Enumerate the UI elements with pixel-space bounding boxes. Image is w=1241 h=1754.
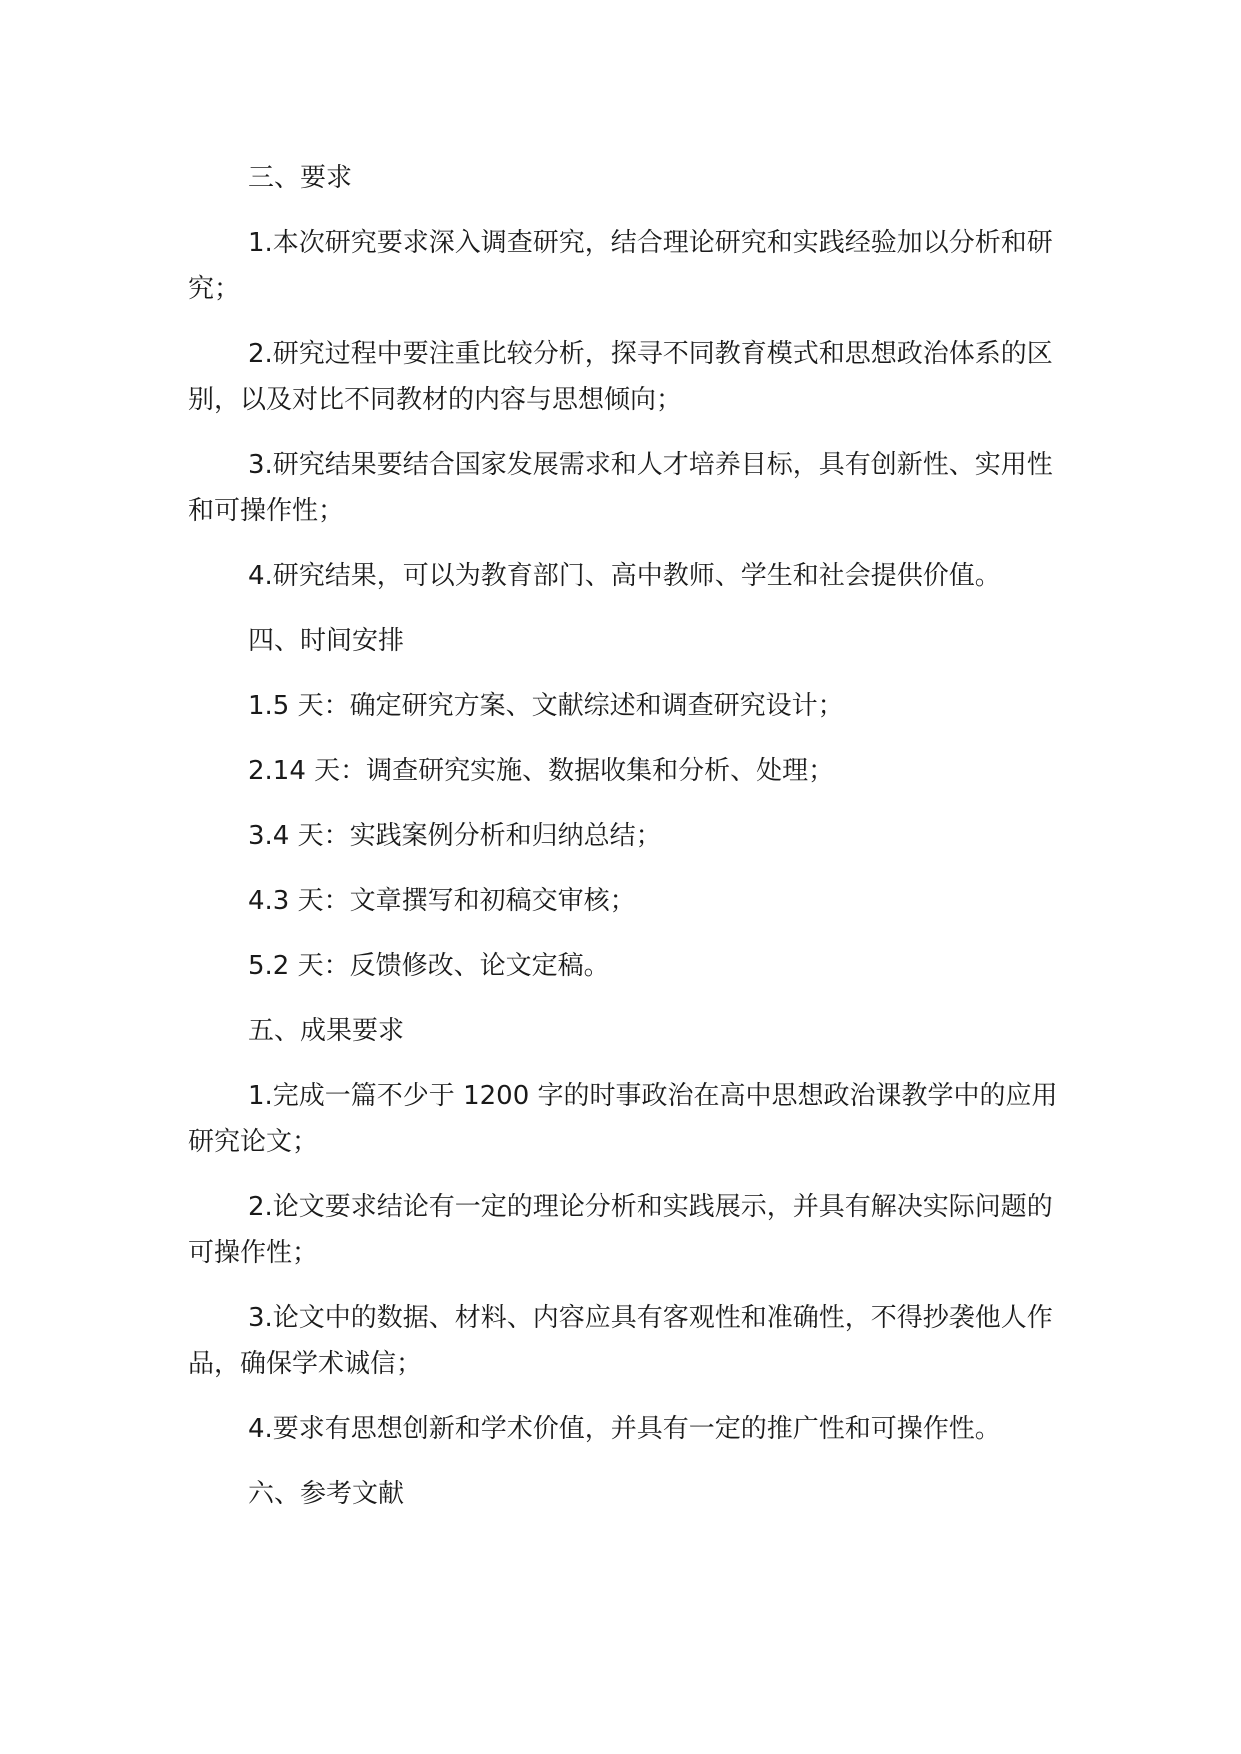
section-heading-outcomes: 五、成果要求 — [248, 1016, 405, 1046]
requirement-item-2: 2.研究过程中要注重比较分析，探寻不同教育模式和思想政治体系的区别，以及对比不同教材的内容与思想倾向； — [188, 339, 1053, 415]
section-heading-references: 六、参考文献 — [248, 1479, 405, 1509]
schedule-item-5: 5.2 天：反馈修改、论文定稿。 — [248, 951, 610, 981]
requirement-item-3: 3.研究结果要结合国家发展需求和人才培养目标，具有创新性、实用性和可操作性； — [188, 450, 1053, 526]
requirement-item-1: 1.本次研究要求深入调查研究，结合理论研究和实践经验加以分析和研究； — [188, 228, 1053, 304]
section-heading-schedule: 四、时间安排 — [248, 626, 405, 656]
schedule-item-3: 3.4 天：实践案例分析和归纳总结； — [248, 821, 662, 851]
section-heading-requirements: 三、要求 — [248, 163, 353, 193]
schedule-item-1: 1.5 天：确定研究方案、文献综述和调查研究设计； — [248, 691, 844, 721]
requirement-item-4: 4.研究结果，可以为教育部门、高中教师、学生和社会提供价值。 — [248, 561, 1001, 591]
schedule-item-4: 4.3 天：文章撰写和初稿交审核； — [248, 886, 636, 916]
outcome-item-3: 3.论文中的数据、材料、内容应具有客观性和准确性，不得抄袭他人作品，确保学术诚信； — [188, 1303, 1053, 1379]
schedule-item-2: 2.14 天：调查研究实施、数据收集和分析、处理； — [248, 756, 835, 786]
outcome-item-4: 4.要求有思想创新和学术价值，并具有一定的推广性和可操作性。 — [248, 1414, 1001, 1444]
document-body — [188, 155, 1058, 1536]
outcome-item-2: 2.论文要求结论有一定的理论分析和实践展示，并具有解决实际问题的可操作性； — [188, 1192, 1053, 1268]
outcome-item-1: 1.完成一篇不少于 1200 字的时事政治在高中思想政治课教学中的应用研究论文； — [188, 1081, 1058, 1157]
